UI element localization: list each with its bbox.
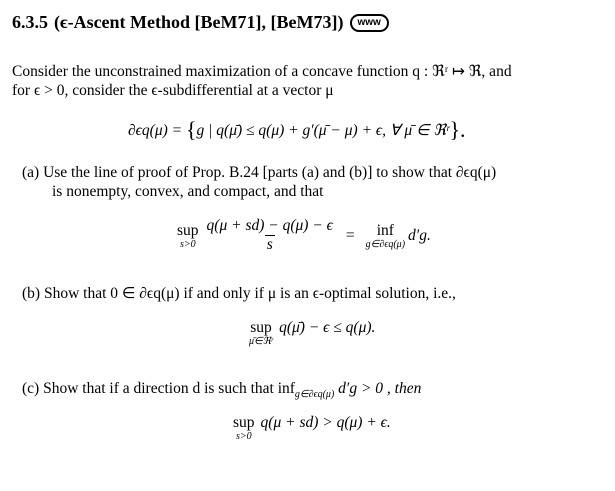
part-c-text: [22, 379, 421, 404]
part-a-line-1: [22, 163, 496, 182]
part-b-rhs: q(μ̄) − ϵ ≤ q(μ).: [279, 319, 376, 336]
fraction-denominator: s: [266, 236, 273, 253]
part-a-rhs: d′g.: [408, 226, 431, 244]
sup-subscript-c: s>0: [235, 431, 252, 442]
sup-subscript-b: μ̄∈ℜʳ: [249, 336, 274, 347]
intro-paragraph: [12, 62, 512, 100]
intro-line-1: Consider the unconstrained maximization of a concave function q : ℜʳ ↦ ℜ, and: [12, 63, 512, 80]
inf-operator: [366, 222, 405, 250]
definition-open-brace: {: [185, 117, 197, 142]
exercise-title: (ϵ-Ascent Method [BeM71], [BeM73]): [54, 12, 344, 32]
difference-quotient: [205, 217, 335, 254]
part-b-label: (b): [22, 285, 41, 302]
part-a-text: [22, 163, 496, 201]
sup-label-b: sup: [250, 319, 272, 336]
sup-subscript: s>0: [179, 238, 196, 250]
part-a-equation: [174, 217, 431, 254]
exercise-heading: [12, 12, 389, 33]
sup-operator-c: [233, 414, 255, 442]
sup-label-c: sup: [233, 414, 255, 431]
definition-equation: [128, 117, 466, 143]
definition-close: }.: [449, 117, 466, 142]
sup-label: sup: [177, 221, 199, 239]
sup-operator: [177, 222, 199, 250]
definition-lhs: ∂ϵq(μ) =: [128, 122, 183, 139]
equals-sign: =: [345, 226, 355, 244]
definition-body: g | q(μ̄) ≤ q(μ) + g′(μ̄ − μ) + ϵ, ∀ μ̄ ∈ ℜʳ: [196, 122, 450, 139]
part-b-line-1: Show that 0 ∈ ∂ϵq(μ) if and only if μ is an ϵ-optimal solution, i.e.,: [43, 285, 456, 302]
part-a-line-2: is nonempty, convex, and compact, and that: [52, 183, 324, 200]
part-c-line-1-post: d′g > 0 , then: [338, 380, 422, 397]
inf-subscript: g∈∂ϵq(μ): [365, 238, 406, 250]
exercise-number: 6.3.5: [12, 12, 48, 32]
fraction-numerator: q(μ + sd) − q(μ) − ϵ: [206, 217, 333, 234]
intro-line-2: for ϵ > 0, consider the ϵ-subdifferential at a vector μ: [12, 82, 334, 99]
part-c-rhs: q(μ + sd) > q(μ) + ϵ.: [260, 414, 391, 431]
inf-label: inf: [376, 221, 394, 239]
www-badge: www: [350, 14, 389, 32]
part-c-inf-subscript: g∈∂ϵq(μ): [294, 389, 335, 400]
part-a-label: (a): [22, 164, 40, 181]
part-b-equation: [246, 319, 375, 347]
part-c-label: (c): [22, 380, 40, 397]
part-a-line-1-text: Use the line of proof of Prop. B.24 [parts (a) and (b)] to show that ∂ϵq(μ): [43, 164, 497, 181]
part-b-text: [22, 284, 456, 303]
sup-operator-b: [249, 319, 273, 347]
part-c-equation: [230, 414, 391, 442]
part-c-line-1-pre: Show that if a direction d is such that inf: [43, 380, 295, 397]
